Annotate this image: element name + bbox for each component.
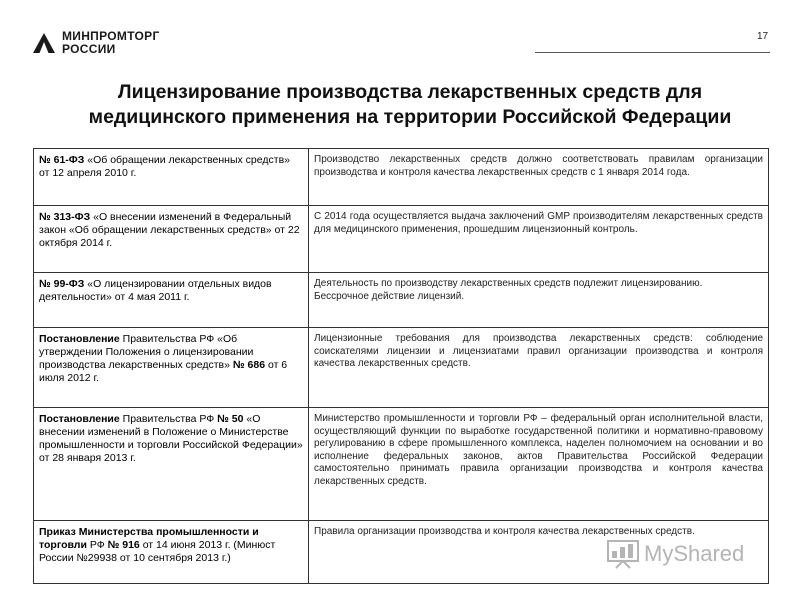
legal-act-cell [34, 408, 309, 521]
description-paragraph: Деятельность по производству лекарственных средств подлежит лицензированию. [314, 278, 703, 289]
act-number: № 916 [107, 539, 140, 551]
table-row [34, 408, 769, 521]
header-divider [535, 52, 770, 53]
legislation-table [33, 148, 769, 584]
act-number: № 686 [232, 359, 266, 371]
description-cell [309, 273, 769, 328]
description-paragraph: Бессрочное действие лицензий. [314, 290, 465, 302]
act-number: № 61-ФЗ [39, 154, 85, 166]
table-row [34, 273, 769, 328]
watermark-text: MyShared [644, 541, 745, 566]
description-cell [309, 206, 769, 273]
legal-act-cell [34, 149, 309, 206]
minpromtorg-emblem-icon [32, 31, 56, 55]
act-number: № 313-ФЗ [39, 211, 91, 223]
act-number: № 99-ФЗ [39, 278, 85, 290]
description-cell [309, 149, 769, 206]
myshared-watermark [606, 539, 744, 569]
description-cell [309, 328, 769, 408]
table-row [34, 328, 769, 408]
table-row [34, 149, 769, 206]
logo-line2: РОССИИ [62, 42, 116, 56]
title-line2: медицинского применения на территории Российской Федерации [88, 106, 732, 128]
act-text: «О внесении изменений в Федеральный закон «Об обращении лекарственных средств» от 22 октября 2014 г. [39, 211, 300, 249]
legal-act-cell [34, 206, 309, 273]
description-paragraph: Лицензионные требования для производства лекарственных средств: соблюдение соискателями лицензии и лицензиатами правил организации производства и контроля качества лекарственных средств. [314, 333, 763, 369]
act-number: № 50 [217, 413, 244, 425]
legal-act-cell [34, 521, 309, 584]
legal-act-cell [34, 273, 309, 328]
act-number: Постановление [39, 333, 120, 345]
act-number: Приказ Министерства промышленности и торговли [39, 526, 259, 551]
logo-line1: МИНПРОМТОРГ [62, 29, 160, 43]
act-text: «О лицензировании отдельных видов деятельности» от 4 мая 2011 г. [39, 278, 272, 303]
act-text: Правительства РФ [119, 413, 218, 425]
act-text: РФ [86, 539, 108, 551]
description-paragraph: С 2014 года осуществляется выдача заключений GMP производителям лекарственных средств для медицинского применения, прошедшим лицензионный контроль. [314, 211, 763, 235]
description-paragraph: Производство лекарственных средств должно соответствовать правилам организации производства и контроля качества лекарственных средств с 1 января 2014 года. [314, 154, 763, 178]
act-text: Правительства РФ «Об утверждении Положения о лицензировании производства лекарственных средств» [39, 333, 254, 371]
act-text: «Об обращении лекарственных средств» от 12 апреля 2010 г. [39, 154, 290, 179]
act-text: «О внесении изменений в Положение о Министерстве промышленности и торговли Российской Федерации» от 28 января 2013 г. [39, 413, 303, 464]
description-paragraph: Правила организации производства и контроля качества лекарственных средств. [314, 526, 695, 537]
description-paragraph: Министерство промышленности и торговли РФ – федеральный орган исполнительной власти, осуществляющий функции по выработке государственной политики и нормативно-правовому регулированию в сфере промышленного комплекса, наделен полномочием на основании и во исполнение федеральных законов, актов Правительства Российской Федерации самостоятельно принимать правила организации производства и контроля качества лекарственных средств. [314, 413, 763, 487]
table-row [34, 206, 769, 273]
description-cell [309, 408, 769, 521]
act-text: от 14 июня 2013 г. (Минюст России №29938 от 10 сентября 2013 г.) [39, 539, 276, 564]
page-title [40, 80, 780, 130]
presentation-icon [606, 539, 640, 569]
page-number: 17 [757, 31, 769, 42]
act-text: от 6 июля 2012 г. [39, 359, 288, 384]
title-line1: Лицензирование производства лекарственных средств для [117, 81, 703, 103]
legal-act-cell [34, 328, 309, 408]
act-number: Постановление [39, 413, 120, 425]
ministry-logo [32, 30, 160, 56]
